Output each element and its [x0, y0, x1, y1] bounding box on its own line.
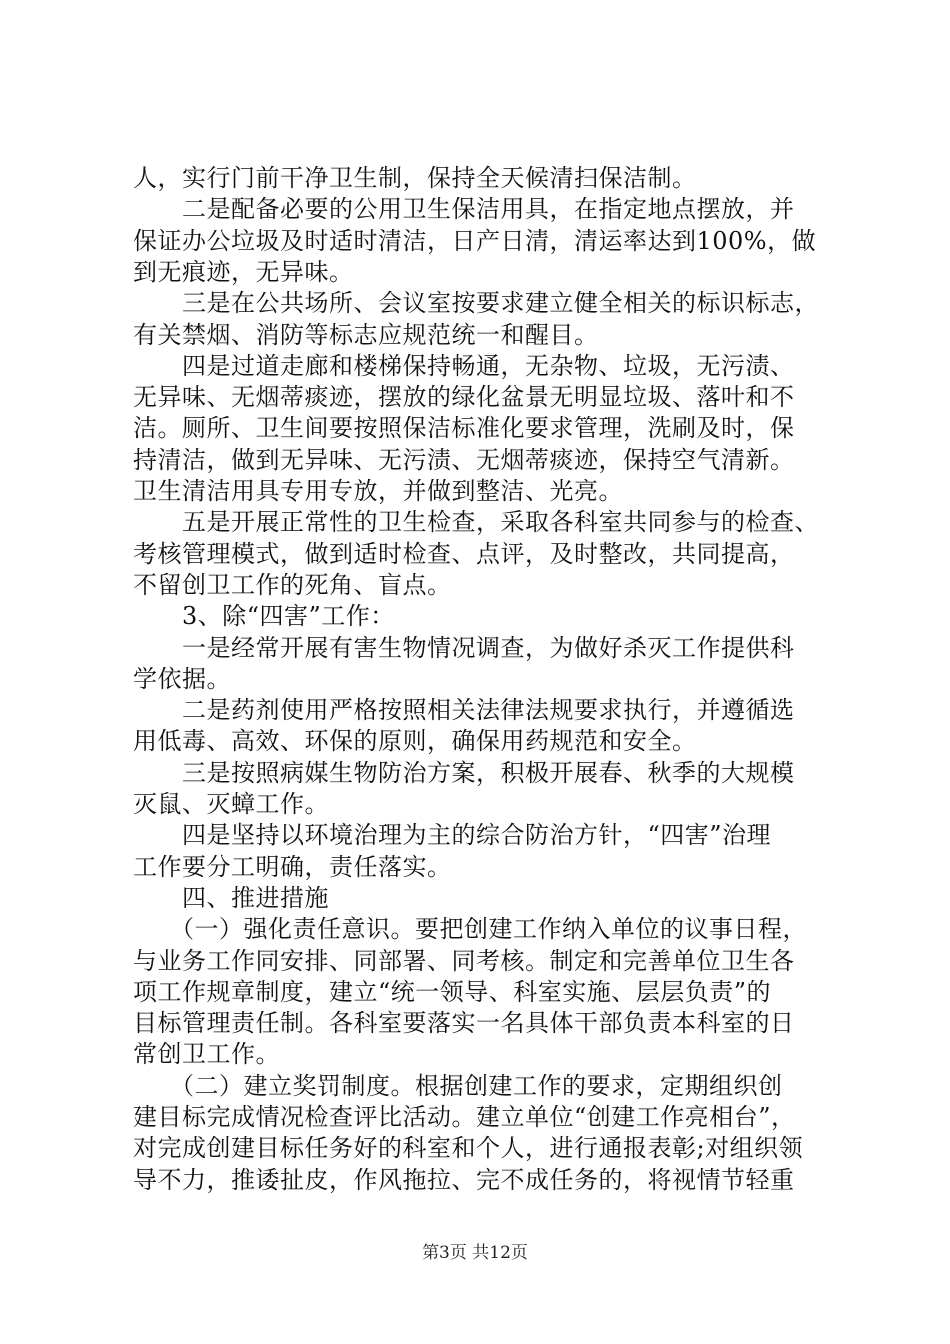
text-line: 无异味、无烟蒂痰迹，摆放的绿化盆景无明显垃圾、落叶和不: [133, 383, 795, 412]
text-line: 学依据。: [133, 664, 231, 693]
text-line: 四、推进措施: [133, 883, 329, 912]
text-line: （一）强化责任意识。要把创建工作纳入单位的议事日程，: [133, 915, 807, 944]
text-line: 三是在公共场所、会议室按要求建立健全相关的标识标志，: [133, 289, 819, 318]
text-line: 四是过道走廊和楼梯保持畅通，无杂物、垃圾，无污渍、: [133, 351, 795, 380]
text-line: 考核管理模式，做到适时检查、点评，及时整改，共同提高，: [133, 539, 795, 568]
text-line: 二是配备必要的公用卫生保洁用具，在指定地点摆放，并: [133, 195, 795, 224]
page-footer: 第3页 共12页: [422, 1243, 528, 1263]
text-line: 工作要分工明确，责任落实。: [133, 852, 452, 881]
text-line: 3、除“四害”工作：: [133, 602, 395, 631]
text-line: 保证办公垃圾及时适时清洁，日产日清，清运率达到100%，做: [133, 226, 817, 255]
text-line: 二是药剂使用严格按照相关法律法规要求执行，并遵循选: [133, 696, 795, 725]
text-line: 不留创卫工作的死角、盲点。: [133, 570, 452, 599]
text-line: 有关禁烟、消防等标志应规范统一和醒目。: [133, 320, 599, 349]
text-line: 三是按照病媒生物防治方案，积极开展春、秋季的大规模: [133, 758, 795, 787]
text-line: 洁。厕所、卫生间要按照保洁标准化要求管理，洗刷及时，保: [133, 414, 795, 443]
text-line: 建目标完成情况检查评比活动。建立单位“创建工作亮相台”，: [133, 1103, 796, 1131]
text-line: 目标管理责任制。各科室要落实一名具体干部负责本科室的日: [133, 1009, 795, 1038]
text-line: 人，实行门前干净卫生制，保持全天候清扫保洁制。: [133, 164, 697, 192]
text-line: 卫生清洁用具专用专放，并做到整洁、光亮。: [133, 477, 623, 505]
text-line: 一是经常开展有害生物情况调查，为做好杀灭工作提供科: [133, 633, 795, 662]
text-line: 到无痕迹，无异味。: [133, 257, 354, 286]
text-line: 与业务工作同安排、同部署、同考核。制定和完善单位卫生各: [133, 946, 795, 975]
text-line: 导不力，推诿扯皮，作风拖拉、完不成任务的，将视情节轻重: [133, 1165, 795, 1194]
text-line: 四是坚持以环境治理为主的综合防治方针，“四害”治理: [133, 821, 772, 850]
text-line: 持清洁，做到无异味、无污渍、无烟蒂痰迹，保持空气清新。: [133, 445, 795, 474]
text-line: 灭鼠、灭蟑工作。: [133, 790, 329, 818]
text-line: （二）建立奖罚制度。根据创建工作的要求，定期组织创: [133, 1071, 783, 1100]
text-line: 项工作规章制度，建立“统一领导、科室实施、层层负责”的: [133, 977, 772, 1006]
text-line: 用低毒、高效、环保的原则，确保用药规范和安全。: [133, 727, 697, 756]
text-line: 常创卫工作。: [133, 1040, 280, 1069]
text-line: 五是开展正常性的卫生检查，采取各科室共同参与的检查、: [133, 508, 819, 537]
text-line: 对完成创建目标任务好的科室和个人，进行通报表彰;对组织领: [133, 1134, 804, 1163]
